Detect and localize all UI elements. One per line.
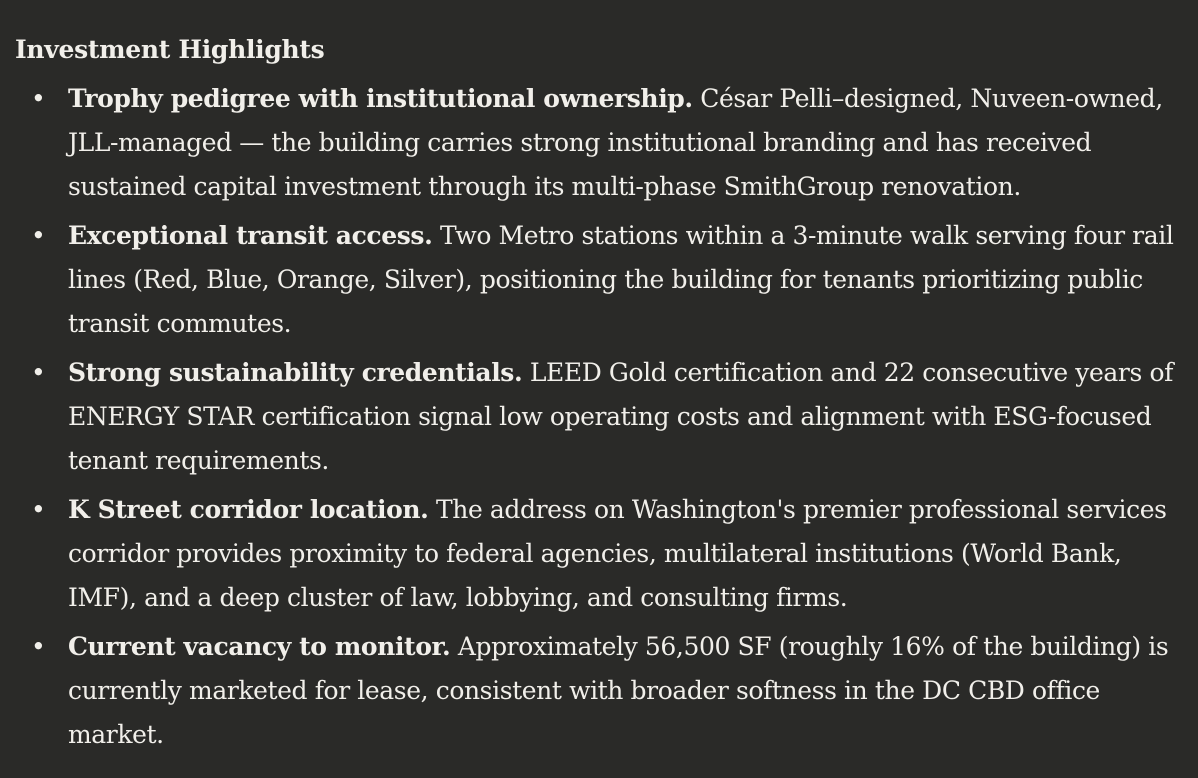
highlight-lead: K Street corridor location. — [68, 495, 429, 524]
bullet-icon: • — [31, 221, 46, 250]
highlight-body: Approximately 56,500 SF (roughly 16% of the building) is currently marketed for lease, consistent with broader softness in the DC CBD office market. — [68, 632, 1169, 749]
highlight-lead: Exceptional transit access. — [68, 221, 433, 250]
highlight-lead: Current vacancy to monitor. — [68, 632, 451, 661]
section-heading: Investment Highlights — [15, 35, 325, 64]
bullet-icon: • — [31, 84, 46, 113]
list-item — [15, 488, 1193, 620]
bullet-icon: • — [31, 358, 46, 387]
highlight-lead: Trophy pedigree with institutional ownership. — [68, 84, 693, 113]
highlight-body: Two Metro stations within a 3-minute walk serving four rail lines (Red, Blue, Orange, Silver), positioning the building for tenants prioritizing public transit commutes. — [68, 221, 1174, 338]
highlight-body: LEED Gold certification and 22 consecutive years of ENERGY STAR certification signal low operating costs and alignment with ESG-focused tenant requirements. — [68, 358, 1173, 475]
highlight-body: The address on Washington's premier professional services corridor provides proximity to federal agencies, multilateral institutions (World Bank, IMF), and a deep cluster of law, lobbying, and consulting firms. — [68, 495, 1167, 612]
bullet-icon: • — [31, 495, 46, 524]
highlights-list — [15, 77, 1198, 757]
bullet-icon: • — [31, 632, 46, 661]
list-item — [15, 351, 1193, 483]
list-item — [15, 214, 1193, 346]
highlight-body: César Pelli–designed, Nuveen-owned, JLL-managed — the building carries strong institutional branding and has received sustained capital investment through its multi-phase SmithGroup renovation. — [68, 84, 1163, 201]
list-item — [15, 625, 1193, 757]
list-item — [15, 77, 1193, 209]
highlight-lead: Strong sustainability credentials. — [68, 358, 523, 387]
